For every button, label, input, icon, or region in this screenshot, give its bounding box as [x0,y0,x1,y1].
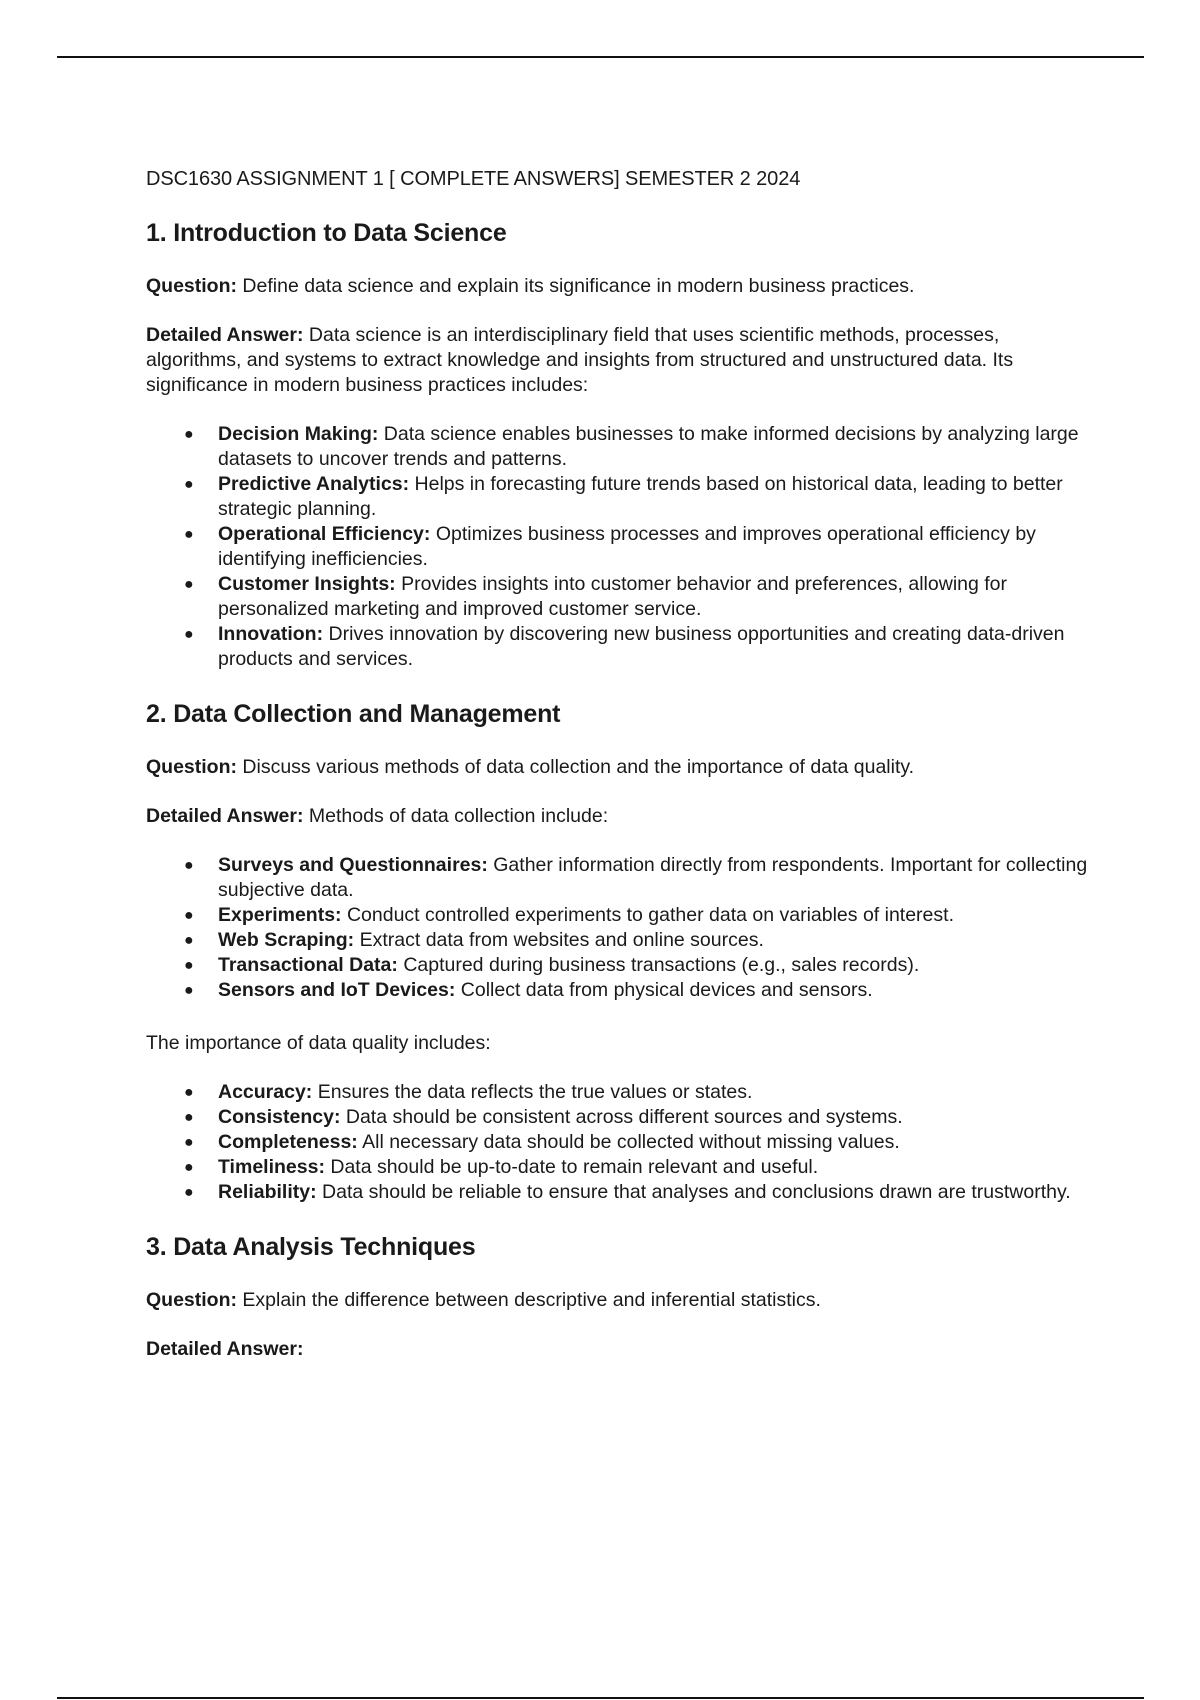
section-data-collection [146,700,1096,1205]
bullet-text: Ensures the data reflects the true values or states. [317,1081,753,1103]
list-item [146,853,1096,903]
list-item [146,903,1096,928]
list-item [146,1180,1096,1205]
bullet-term: Sensors and IoT Devices: [218,979,456,1001]
list-item [146,422,1096,472]
list-item [146,522,1096,572]
list-item [146,953,1096,978]
data-quality-list [146,1080,1096,1205]
bullet-text: Drives innovation by discovering new business opportunities and creating data-driven products and services. [218,623,1065,670]
bullet-text: Gather information directly from respondents. Important for collecting subjective data. [218,854,1088,901]
list-item [146,1155,1096,1180]
bullet-icon: ● [184,932,194,949]
answer-label: Detailed Answer: [146,1338,304,1360]
bullet-text: Extract data from websites and online sources. [359,929,764,951]
bullet-icon: ● [184,907,194,924]
answer-text: Methods of data collection include: [308,805,609,827]
answer [146,323,1096,398]
bullet-icon: ● [184,1109,194,1126]
bullet-text: Data should be reliable to ensure that analyses and conclusions drawn are trustworthy. [322,1181,1071,1203]
bullet-term: Reliability: [218,1181,317,1203]
document-body [146,168,1096,1386]
answer-label: Detailed Answer: [146,324,304,346]
bullet-text: Provides insights into customer behavior and preferences, allowing for personalized marketing and improved customer service. [218,573,1008,620]
bullet-term: Web Scraping: [218,929,355,951]
bullet-term: Accuracy: [218,1081,313,1103]
list-item [146,978,1096,1003]
bullet-icon: ● [184,1159,194,1176]
list-item [146,472,1096,522]
question-text: Define data science and explain its significance in modern business practices. [242,275,915,297]
bullet-icon: ● [184,476,194,493]
bullet-term: Consistency: [218,1106,341,1128]
section-analysis-techniques [146,1233,1096,1362]
answer [146,1337,1096,1362]
question-label: Question: [146,756,237,778]
section-heading: 2. Data Collection and Management [146,700,561,728]
section-heading: 3. Data Analysis Techniques [146,1233,476,1261]
question [146,274,1096,299]
question-text: Discuss various methods of data collection and the importance of data quality. [242,756,915,778]
bullet-icon: ● [184,1134,194,1151]
bullet-text: Conduct controlled experiments to gather data on variables of interest. [346,904,954,926]
bullet-term: Decision Making: [218,423,379,445]
list-item [146,1080,1096,1105]
bullet-icon: ● [184,1184,194,1201]
list-item [146,1130,1096,1155]
bullet-text: Captured during business transactions (e.g., sales records). [403,954,920,976]
list-item [146,928,1096,953]
bullet-icon: ● [184,957,194,974]
bullet-icon: ● [184,626,194,643]
top-rule [57,56,1144,58]
question [146,755,1096,780]
bullet-term: Experiments: [218,904,342,926]
bullet-term: Timeliness: [218,1156,325,1178]
bullet-term: Operational Efficiency: [218,523,431,545]
bullet-term: Predictive Analytics: [218,473,410,495]
bullet-text: Helps in forecasting future trends based on historical data, leading to better strategic planning. [218,473,1063,520]
list-item [146,572,1096,622]
bullet-term: Completeness: [218,1131,358,1153]
question-text: Explain the difference between descriptive and inferential statistics. [242,1289,821,1311]
collection-methods-list [146,853,1096,1003]
quality-intro: The importance of data quality includes: [146,1032,491,1054]
answer [146,804,1096,829]
bottom-rule [57,1697,1144,1699]
answer-label: Detailed Answer: [146,805,304,827]
section-introduction [146,219,1096,672]
bullet-term: Surveys and Questionnaires: [218,854,488,876]
question [146,1288,1096,1313]
bullet-text: Optimizes business processes and improves operational efficiency by identifying inefficiencies. [218,523,1036,570]
question-label: Question: [146,275,237,297]
bullet-icon: ● [184,982,194,999]
bullet-term: Customer Insights: [218,573,396,595]
section-heading: 1. Introduction to Data Science [146,219,507,247]
document-title: DSC1630 ASSIGNMENT 1 [ COMPLETE ANSWERS] SEMESTER 2 2024 [146,168,801,190]
question-label: Question: [146,1289,237,1311]
answer-text: Data science is an interdisciplinary field that uses scientific methods, processes, algorithms, and systems to extract knowledge and insights from structured and unstructured data. Its significance in modern business practices includes: [146,324,1014,396]
bullet-text: All necessary data should be collected without missing values. [362,1131,900,1153]
list-item [146,1105,1096,1130]
significance-list [146,422,1096,672]
bullet-text: Data science enables businesses to make informed decisions by analyzing large datasets to uncover trends and patterns. [218,423,1079,470]
bullet-text: Collect data from physical devices and sensors. [460,979,873,1001]
bullet-text: Data should be consistent across different sources and systems. [345,1106,903,1128]
bullet-icon: ● [184,526,194,543]
bullet-icon: ● [184,576,194,593]
bullet-text: Data should be up-to-date to remain relevant and useful. [330,1156,819,1178]
bullet-term: Innovation: [218,623,324,645]
list-item [146,622,1096,672]
bullet-term: Transactional Data: [218,954,398,976]
bullet-icon: ● [184,857,194,874]
bullet-icon: ● [184,1084,194,1101]
bullet-icon: ● [184,426,194,443]
